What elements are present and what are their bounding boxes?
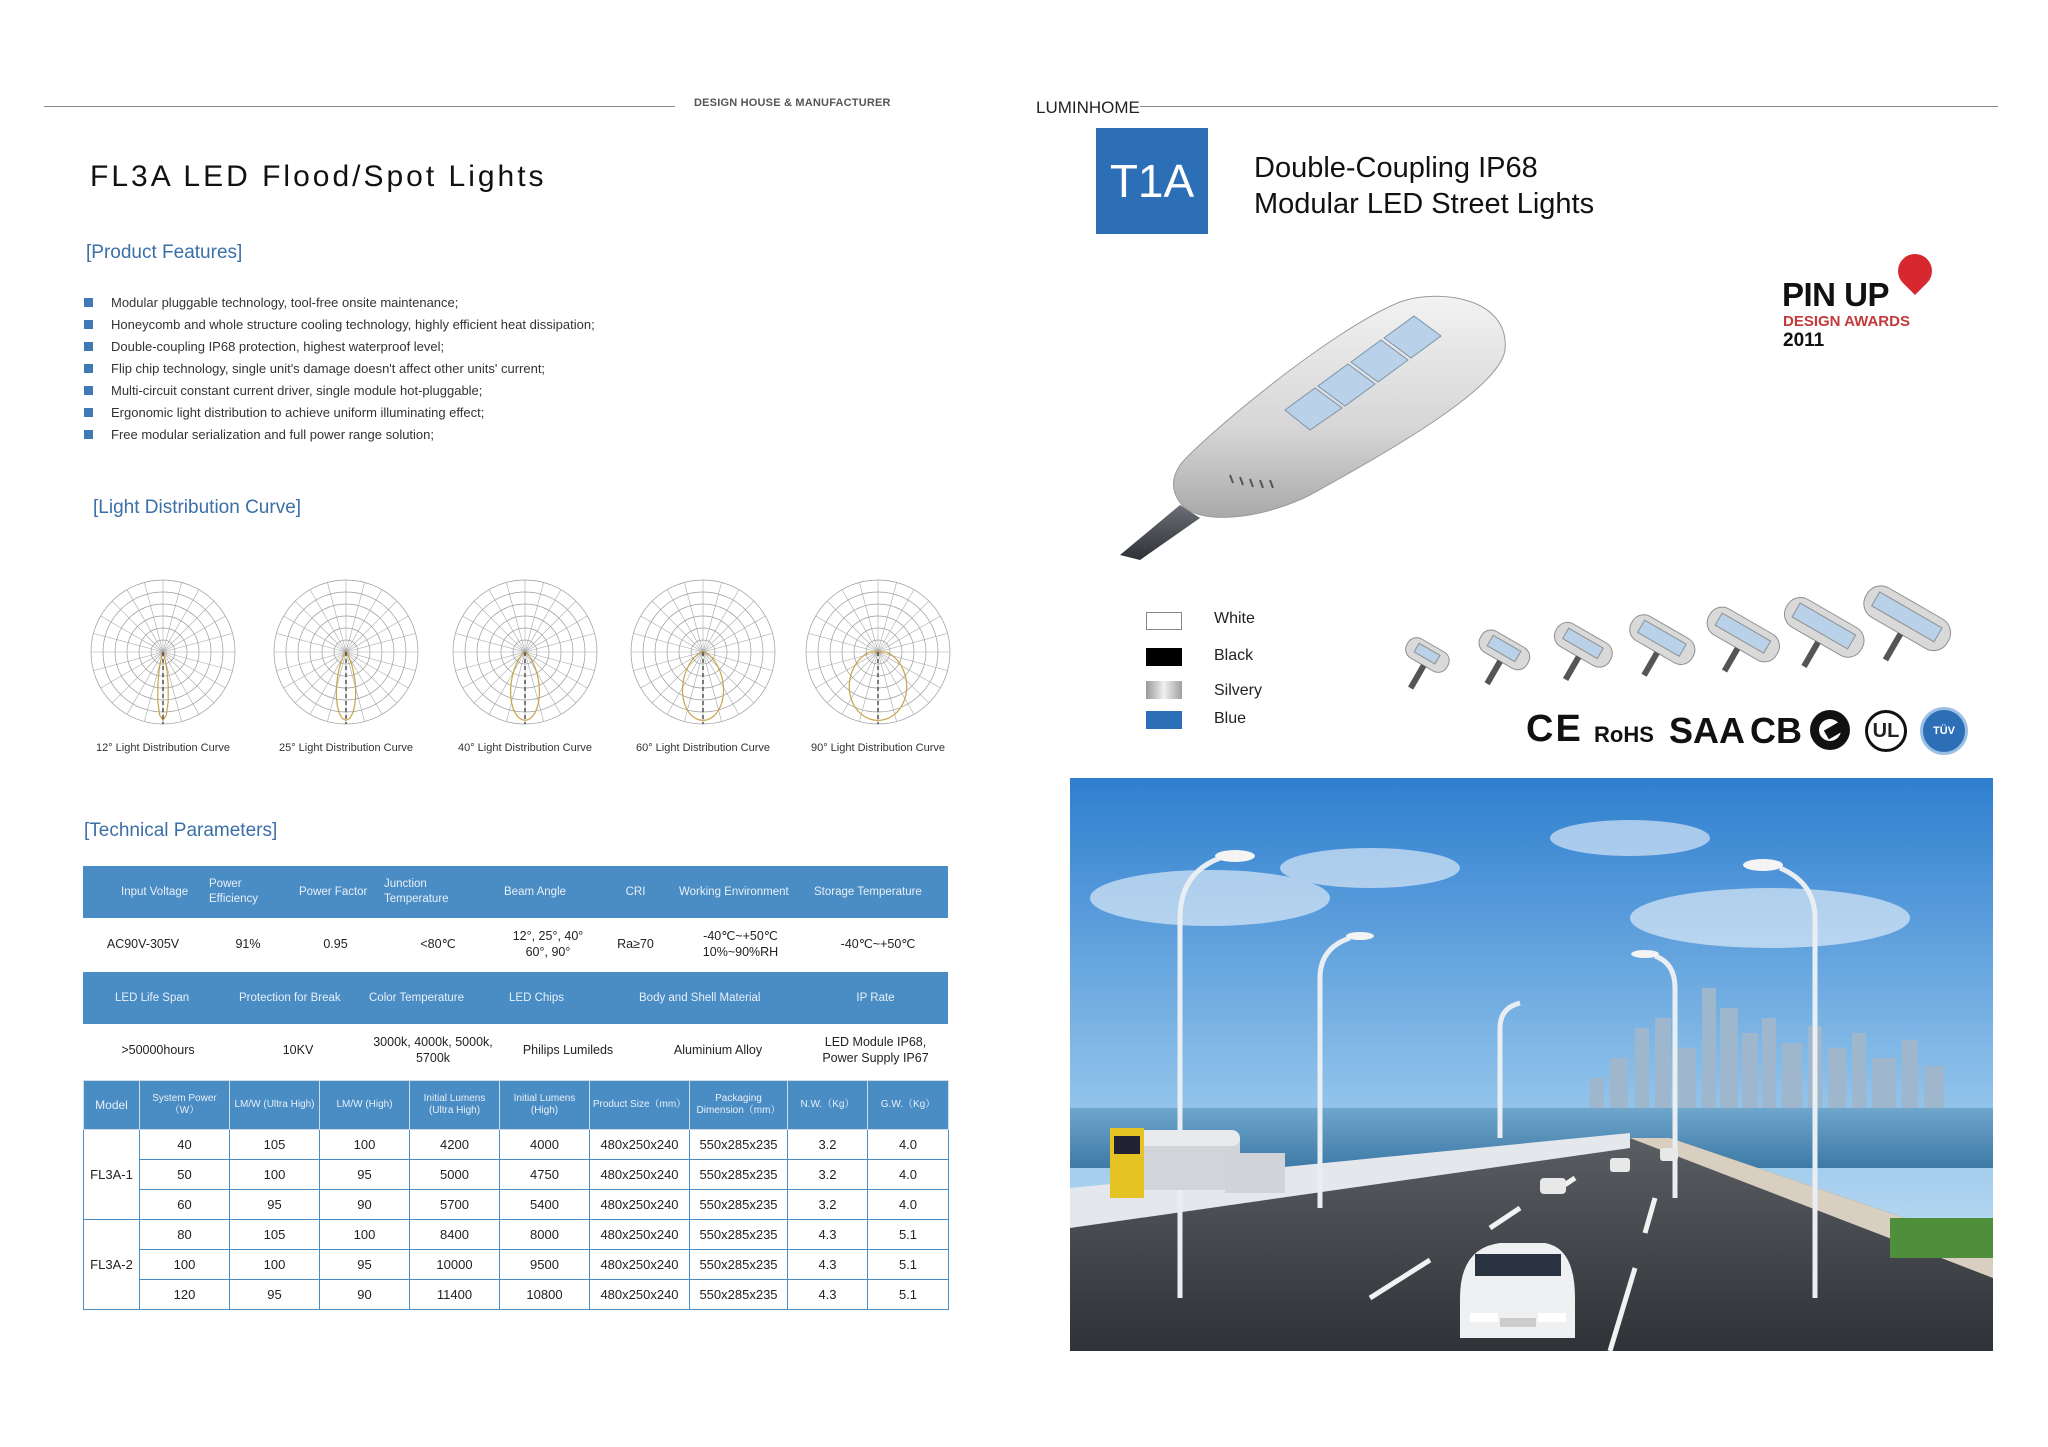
page-title-left: FL3A LED Flood/Spot Lights — [90, 160, 547, 193]
rohs-cert-icon: RoHS — [1594, 722, 1654, 747]
cb-cert-icon: CB — [1750, 710, 1802, 751]
model-header: Initial Lumens (Ultra High) — [410, 1081, 500, 1130]
curve-90 — [793, 572, 963, 754]
param-header: Working Environment — [673, 866, 808, 918]
param-header: Body and Shell Material — [633, 972, 803, 1024]
param-header: Storage Temperature — [808, 866, 948, 918]
param-header: CRI — [598, 866, 673, 918]
model-name-cell: FL3A-2 — [84, 1220, 140, 1310]
curve-40 — [440, 572, 610, 754]
product-title — [1254, 150, 1594, 222]
curve-label: 25° Light Distribution Curve — [278, 742, 414, 754]
curve-60 — [618, 572, 788, 754]
param-header: Beam Angle — [498, 866, 598, 918]
product-title-line1: Double-Coupling IP68 — [1254, 152, 1538, 184]
table-cell: 550x285x235 — [690, 1280, 788, 1310]
models-table — [83, 1080, 949, 1310]
table-cell: 95 — [230, 1190, 320, 1220]
curve-label: 60° Light Distribution Curve — [635, 742, 771, 754]
curve-label: 40° Light Distribution Curve — [457, 742, 593, 754]
curve-label: 90° Light Distribution Curve — [810, 742, 946, 754]
table-cell: 480x250x240 — [590, 1220, 690, 1250]
table-cell: 480x250x240 — [590, 1280, 690, 1310]
table-cell: 5400 — [500, 1190, 590, 1220]
color-label-silvery: Silvery — [1214, 682, 1263, 699]
table-cell: 100 — [320, 1220, 410, 1250]
table-cell: 3.2 — [788, 1190, 868, 1220]
feature-item: Flip chip technology, single unit's damage doesn't affect other units' current; — [84, 358, 595, 380]
color-swatch-blue — [1146, 711, 1182, 729]
param-value: -40℃~+50℃ 10%~90%RH — [702, 929, 779, 959]
param-value: 91% — [235, 937, 261, 951]
table-row — [84, 1220, 949, 1250]
params-table-1 — [83, 866, 948, 970]
table-cell: 480x250x240 — [590, 1130, 690, 1160]
award-line3: 2011 — [1783, 330, 1825, 351]
params-value-row — [83, 1024, 948, 1076]
table-row — [84, 1160, 949, 1190]
table-cell: 4.0 — [868, 1130, 949, 1160]
table-cell: 40 — [140, 1130, 230, 1160]
param-value: 3000k, 4000k, 5000k, 5700k — [373, 1035, 493, 1065]
params-header-row — [83, 972, 948, 1024]
table-cell: 4750 — [500, 1160, 590, 1190]
ul-cert-icon: UL — [1865, 710, 1907, 752]
tuv-cert-icon: TÜV — [1920, 707, 1968, 755]
table-cell: 4.0 — [868, 1160, 949, 1190]
color-label-white: White — [1214, 610, 1255, 627]
polar-plot-40-icon — [445, 572, 605, 732]
param-header: Color Temperature — [363, 972, 503, 1024]
table-cell: 10000 — [410, 1250, 500, 1280]
table-cell: 120 — [140, 1280, 230, 1310]
param-value: >50000hours — [121, 1043, 195, 1057]
table-cell: 4200 — [410, 1130, 500, 1160]
tech-heading: [Technical Parameters] — [84, 820, 278, 841]
table-cell: 95 — [230, 1280, 320, 1310]
table-cell: 4.3 — [788, 1220, 868, 1250]
table-cell: 105 — [230, 1130, 320, 1160]
table-cell: 4.0 — [868, 1190, 949, 1220]
curve-label: 12° Light Distribution Curve — [95, 742, 231, 754]
param-header: Input Voltage — [83, 866, 203, 918]
table-cell: 550x285x235 — [690, 1160, 788, 1190]
feature-item: Ergonomic light distribution to achieve uniform illuminating effect; — [84, 402, 595, 424]
models-header-row — [84, 1081, 949, 1130]
polar-plot-60-icon — [623, 572, 783, 732]
model-header: Initial Lumens (High) — [500, 1081, 590, 1130]
model-name-cell: FL3A-1 — [84, 1130, 140, 1220]
brand-label: LUMINHOME — [1036, 98, 1140, 117]
award-line2: DESIGN AWARDS — [1783, 313, 1910, 330]
table-cell: 550x285x235 — [690, 1130, 788, 1160]
param-header: Power Factor — [293, 866, 378, 918]
param-value: Philips Lumileds — [522, 1043, 614, 1057]
ce-cert-icon: CE — [1526, 708, 1583, 750]
saa-cert-icon: SAA — [1669, 710, 1746, 751]
model-badge: T1A — [1096, 128, 1208, 234]
product-range-image — [1405, 572, 1985, 692]
table-cell: 5.1 — [868, 1280, 949, 1310]
color-swatch-silvery — [1146, 681, 1182, 699]
feature-item: Double-coupling IP68 protection, highest waterproof level; — [84, 336, 595, 358]
feature-item: Honeycomb and whole structure cooling technology, highly efficient heat dissipation; — [84, 314, 595, 336]
table-cell: 9500 — [500, 1250, 590, 1280]
award-logo — [1782, 254, 1942, 354]
table-cell: 100 — [140, 1250, 230, 1280]
param-value: 12°, 25°, 40° 60°, 90° — [512, 929, 584, 959]
table-cell: 8000 — [500, 1220, 590, 1250]
header-rule-right — [1140, 106, 1998, 107]
table-cell: 100 — [230, 1160, 320, 1190]
table-cell: 80 — [140, 1220, 230, 1250]
table-cell: 60 — [140, 1190, 230, 1220]
polar-plot-12-icon — [83, 572, 243, 732]
table-cell: 90 — [320, 1280, 410, 1310]
param-header: Protection for Break — [233, 972, 363, 1024]
award-pin-icon — [1891, 247, 1939, 295]
table-cell: 3.2 — [788, 1160, 868, 1190]
param-header: Junction Temperature — [378, 866, 498, 918]
param-value: Aluminium Alloy — [673, 1043, 763, 1057]
color-label-blue: Blue — [1214, 710, 1247, 727]
table-cell: 95 — [320, 1250, 410, 1280]
feature-item: Modular pluggable technology, tool-free onsite maintenance; — [84, 292, 595, 314]
model-header: Model — [84, 1081, 140, 1130]
features-heading: [Product Features] — [86, 242, 243, 263]
table-cell: 550x285x235 — [690, 1190, 788, 1220]
table-cell: 100 — [230, 1250, 320, 1280]
model-header: System Power（W） — [140, 1081, 230, 1130]
model-header: LM/W (Ultra High) — [230, 1081, 320, 1130]
table-cell: 105 — [230, 1220, 320, 1250]
polar-plot-25-icon — [266, 572, 426, 732]
features-list — [84, 292, 595, 446]
table-cell: 550x285x235 — [690, 1250, 788, 1280]
c-tick-cert-icon — [1810, 710, 1850, 750]
table-cell: 5.1 — [868, 1250, 949, 1280]
param-header: LED Life Span — [83, 972, 233, 1024]
feature-item: Free modular serialization and full power range solution; — [84, 424, 595, 446]
curve-12 — [78, 572, 248, 754]
table-cell: 480x250x240 — [590, 1190, 690, 1220]
model-header: LM/W (High) — [320, 1081, 410, 1130]
table-cell: 3.2 — [788, 1130, 868, 1160]
table-cell: 5.1 — [868, 1220, 949, 1250]
curve-25 — [261, 572, 431, 754]
param-value: AC90V-305V — [106, 937, 180, 951]
param-value: 0.95 — [323, 937, 348, 951]
product-title-line2: Modular LED Street Lights — [1254, 188, 1595, 220]
table-cell: 550x285x235 — [690, 1220, 788, 1250]
table-cell: 50 — [140, 1160, 230, 1190]
table-cell: 95 — [320, 1160, 410, 1190]
model-header: Product Size（mm） — [590, 1081, 690, 1130]
param-value: LED Module IP68, Power Supply IP67 — [822, 1035, 929, 1065]
feature-item: Multi-circuit constant current driver, single module hot-pluggable; — [84, 380, 595, 402]
table-row — [84, 1250, 949, 1280]
table-cell: 8400 — [410, 1220, 500, 1250]
param-value: Ra≥70 — [617, 937, 654, 951]
model-header: Packaging Dimension（mm） — [690, 1081, 788, 1130]
param-header: IP Rate — [803, 972, 948, 1024]
table-cell: 480x250x240 — [590, 1160, 690, 1190]
table-cell: 480x250x240 — [590, 1250, 690, 1280]
table-cell: 5700 — [410, 1190, 500, 1220]
table-cell: 90 — [320, 1190, 410, 1220]
param-header: Power Efficiency — [203, 866, 293, 918]
table-cell: 11400 — [410, 1280, 500, 1310]
table-row — [84, 1190, 949, 1220]
param-value: <80℃ — [420, 937, 456, 951]
header-label-left: DESIGN HOUSE & MANUFACTURER — [694, 97, 891, 109]
table-cell: 4.3 — [788, 1250, 868, 1280]
curves-heading: [Light Distribution Curve] — [93, 497, 302, 518]
params-table-2 — [83, 972, 948, 1076]
street-light-product-image — [1110, 290, 1520, 560]
param-header: LED Chips — [503, 972, 633, 1024]
param-value: 10KV — [282, 1043, 314, 1057]
color-swatch-black — [1146, 648, 1182, 666]
polar-plot-90-icon — [798, 572, 958, 732]
table-cell: 4.3 — [788, 1280, 868, 1310]
model-header: G.W.（Kg） — [868, 1081, 949, 1130]
table-cell: 4000 — [500, 1130, 590, 1160]
table-cell: 10800 — [500, 1280, 590, 1310]
street-scene-image — [1070, 778, 1993, 1351]
header-rule-left — [44, 106, 675, 107]
table-cell: 100 — [320, 1130, 410, 1160]
params-header-row — [83, 866, 948, 918]
table-cell: 5000 — [410, 1160, 500, 1190]
table-row — [84, 1130, 949, 1160]
params-value-row — [83, 918, 948, 970]
color-swatch-white — [1146, 612, 1182, 630]
table-row — [84, 1280, 949, 1310]
param-value: -40℃~+50℃ — [840, 937, 916, 951]
award-line1: PIN UP — [1782, 276, 1890, 313]
model-header: N.W.（Kg） — [788, 1081, 868, 1130]
color-label-black: Black — [1214, 647, 1254, 664]
